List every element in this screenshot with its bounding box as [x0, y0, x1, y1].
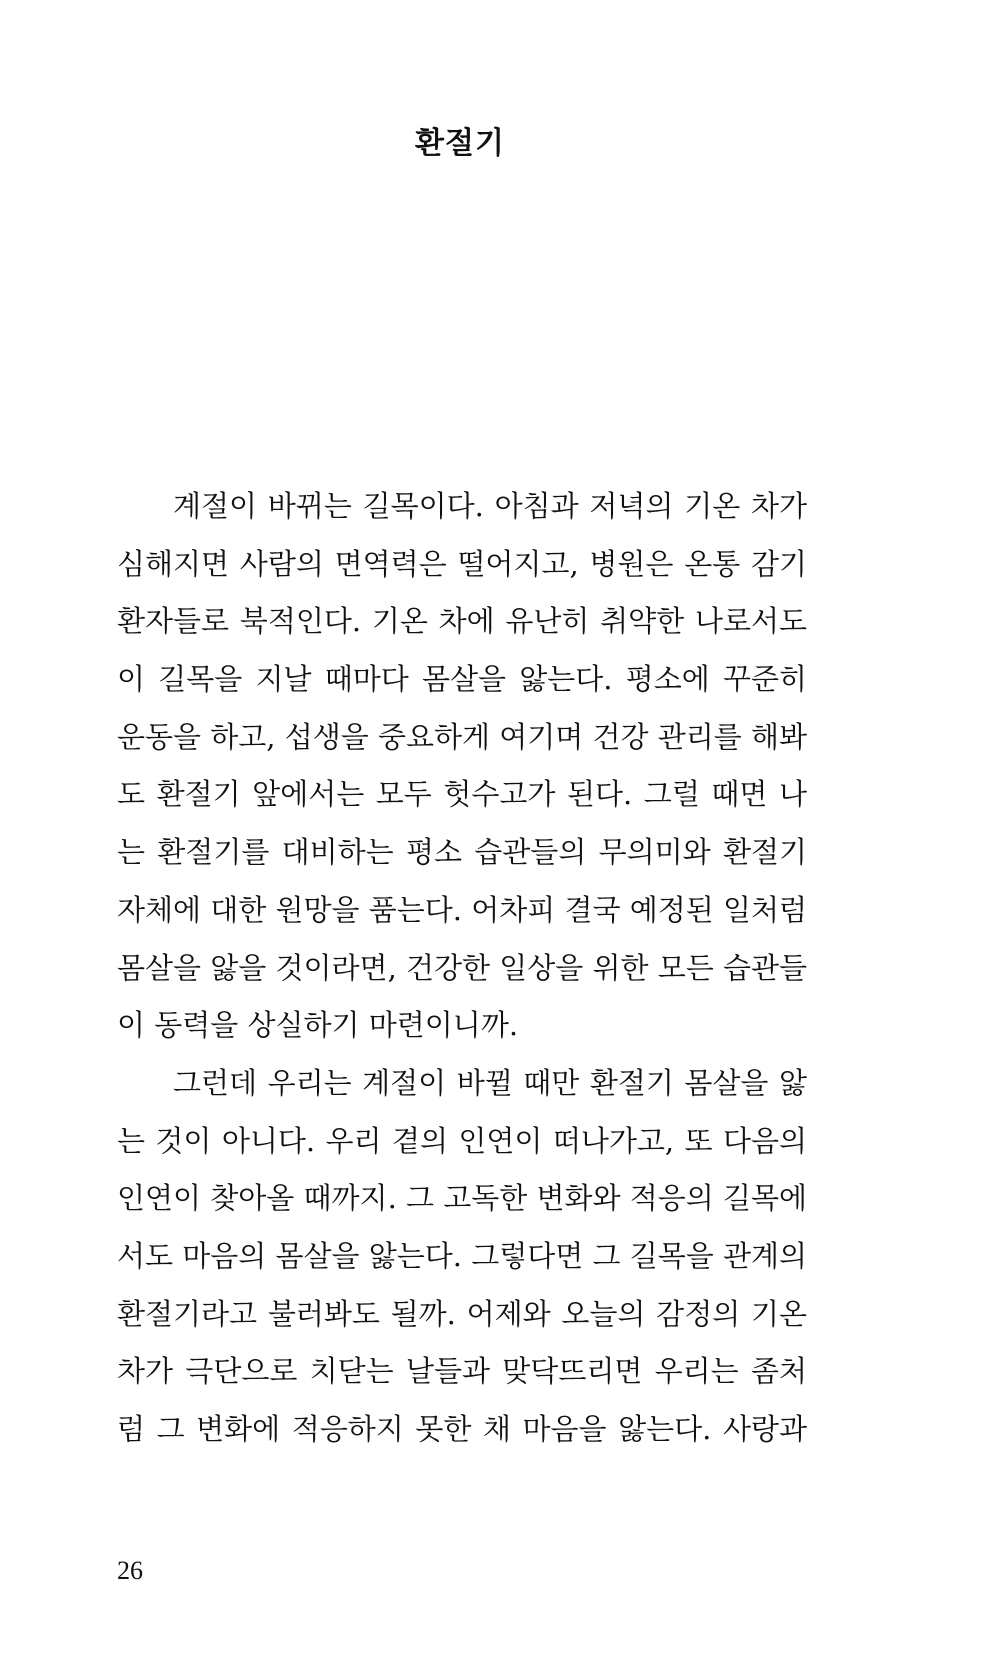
text-line: 이 동력을 상실하기 마련이니까.: [117, 1008, 519, 1043]
chapter-title: 환절기: [415, 126, 505, 161]
text-line: 그런데 우리는 계절이 바뀔 때만 환절기 몸살을 앓: [173, 1065, 807, 1100]
text-line: 자체에 대한 원망을 품는다. 어차피 결국 예정된 일처럼: [117, 892, 807, 927]
text-line: 는 환절기를 대비하는 평소 습관들의 무의미와 환절기: [117, 835, 807, 870]
text-line: 럼 그 변화에 적응하지 못한 채 마음을 앓는다. 사랑과: [117, 1412, 807, 1446]
text-line: 서도 마음의 몸살을 앓는다. 그렇다면 그 길목을 관계의: [117, 1238, 807, 1273]
page-number: 26: [117, 1556, 143, 1585]
text-line: 환절기라고 불러봐도 될까. 어제와 오늘의 감정의 기온: [117, 1296, 807, 1331]
text-line: 운동을 하고, 섭생을 중요하게 여기며 건강 관리를 해봐: [117, 719, 807, 754]
text-line: 는 것이 아니다. 우리 곁의 인연이 떠나가고, 또 다음의: [117, 1123, 807, 1158]
text-line: 인연이 찾아올 때까지. 그 고독한 변화와 적응의 길목에: [117, 1181, 807, 1216]
text-line: 몸살을 앓을 것이라면, 건강한 일상을 위한 모든 습관들: [117, 950, 807, 985]
text-line: 차가 극단으로 치닫는 날들과 맞닥뜨리면 우리는 좀처: [117, 1354, 807, 1389]
body-text: [117, 478, 807, 1459]
text-line: 이 길목을 지날 때마다 몸살을 앓는다. 평소에 꾸준히: [117, 662, 807, 697]
text-line: 심해지면 사람의 면역력은 떨어지고, 병원은 온통 감기: [117, 546, 807, 581]
text-line: 도 환절기 앞에서는 모두 헛수고가 된다. 그럴 때면 나: [117, 777, 807, 812]
text-line: 계절이 바뀌는 길목이다. 아침과 저녁의 기온 차가: [173, 489, 807, 523]
text-line: 환자들로 북적인다. 기온 차에 유난히 취약한 나로서도: [117, 604, 807, 639]
